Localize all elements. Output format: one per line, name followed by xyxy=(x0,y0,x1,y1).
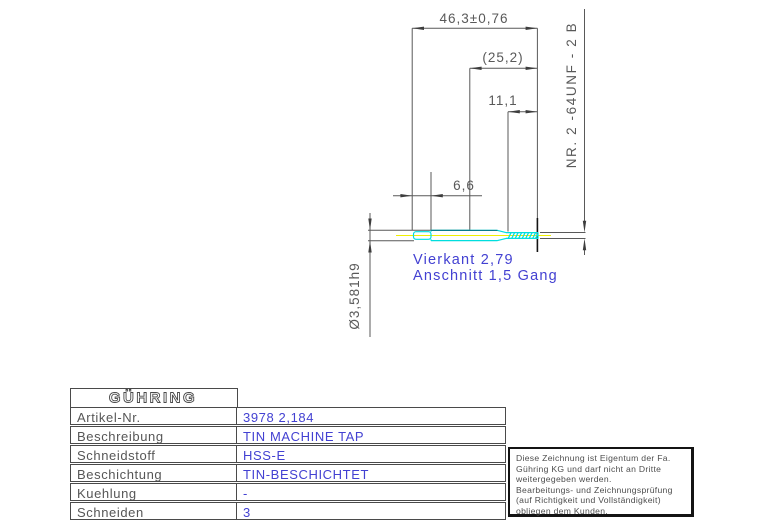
table-row xyxy=(70,445,506,464)
dim-thread-length: 11,1 xyxy=(488,93,518,108)
thread-hatch xyxy=(508,233,538,239)
table-row xyxy=(70,464,506,483)
row-label-schneiden: Schneiden xyxy=(70,502,237,520)
disclaimer-line: (auf Richtigkeit und Vollständigkeit) xyxy=(516,495,661,506)
table-row xyxy=(70,483,506,502)
guehring-logo xyxy=(71,389,235,406)
disclaimer-line: weitergegeben werden. xyxy=(516,474,612,485)
row-value-beschichtung: TIN-BESCHICHTET xyxy=(236,464,506,482)
thread-spec-label: NR. 2 -64UNF - 2 B xyxy=(564,21,579,169)
disclaimer-line: Diese Zeichnung ist Eigentum der Fa. xyxy=(516,453,671,463)
table-row xyxy=(70,502,506,521)
disclaimer-line: Gühring KG und darf nicht an Dritte xyxy=(516,463,662,474)
dim-shank-diameter: Ø3,581h9 xyxy=(347,262,362,330)
row-value-kuehlung: - xyxy=(236,483,506,501)
square-note: Vierkant 2,79 xyxy=(413,252,514,268)
dim-square-length: 6,6 xyxy=(453,178,475,193)
dim-overall-length: 46,3±0,76 xyxy=(439,11,509,26)
dimension-arrows xyxy=(368,27,586,253)
row-label-artikel-nr: Artikel-Nr. xyxy=(70,407,237,425)
guehring-logo-text: GÜHRING xyxy=(108,389,198,406)
row-label-beschreibung: Beschreibung xyxy=(70,426,237,444)
row-label-beschichtung: Beschichtung xyxy=(70,464,237,482)
logo-cell xyxy=(70,388,238,409)
row-value-schneidstoff: HSS-E xyxy=(236,445,506,463)
disclaimer-line: obliegen dem Kunden. xyxy=(516,505,609,516)
row-label-schneidstoff: Schneidstoff xyxy=(70,445,237,463)
dim-ref-length: (25,2) xyxy=(482,50,524,65)
dimension-lines xyxy=(368,9,586,337)
row-label-kuehlung: Kuehlung xyxy=(70,483,237,501)
table-row xyxy=(70,407,506,426)
chamfer-note: Anschnitt 1,5 Gang xyxy=(413,268,558,284)
disclaimer-box xyxy=(508,447,694,517)
row-value-artikel-nr: 3978 2,184 xyxy=(236,407,506,425)
disclaimer-line: Bearbeitungs- und Zeichnungsprüfung xyxy=(516,484,673,495)
table-row xyxy=(70,426,506,445)
note-texts xyxy=(413,252,558,284)
row-value-beschreibung: TIN MACHINE TAP xyxy=(236,426,506,444)
row-value-schneiden: 3 xyxy=(236,502,506,520)
